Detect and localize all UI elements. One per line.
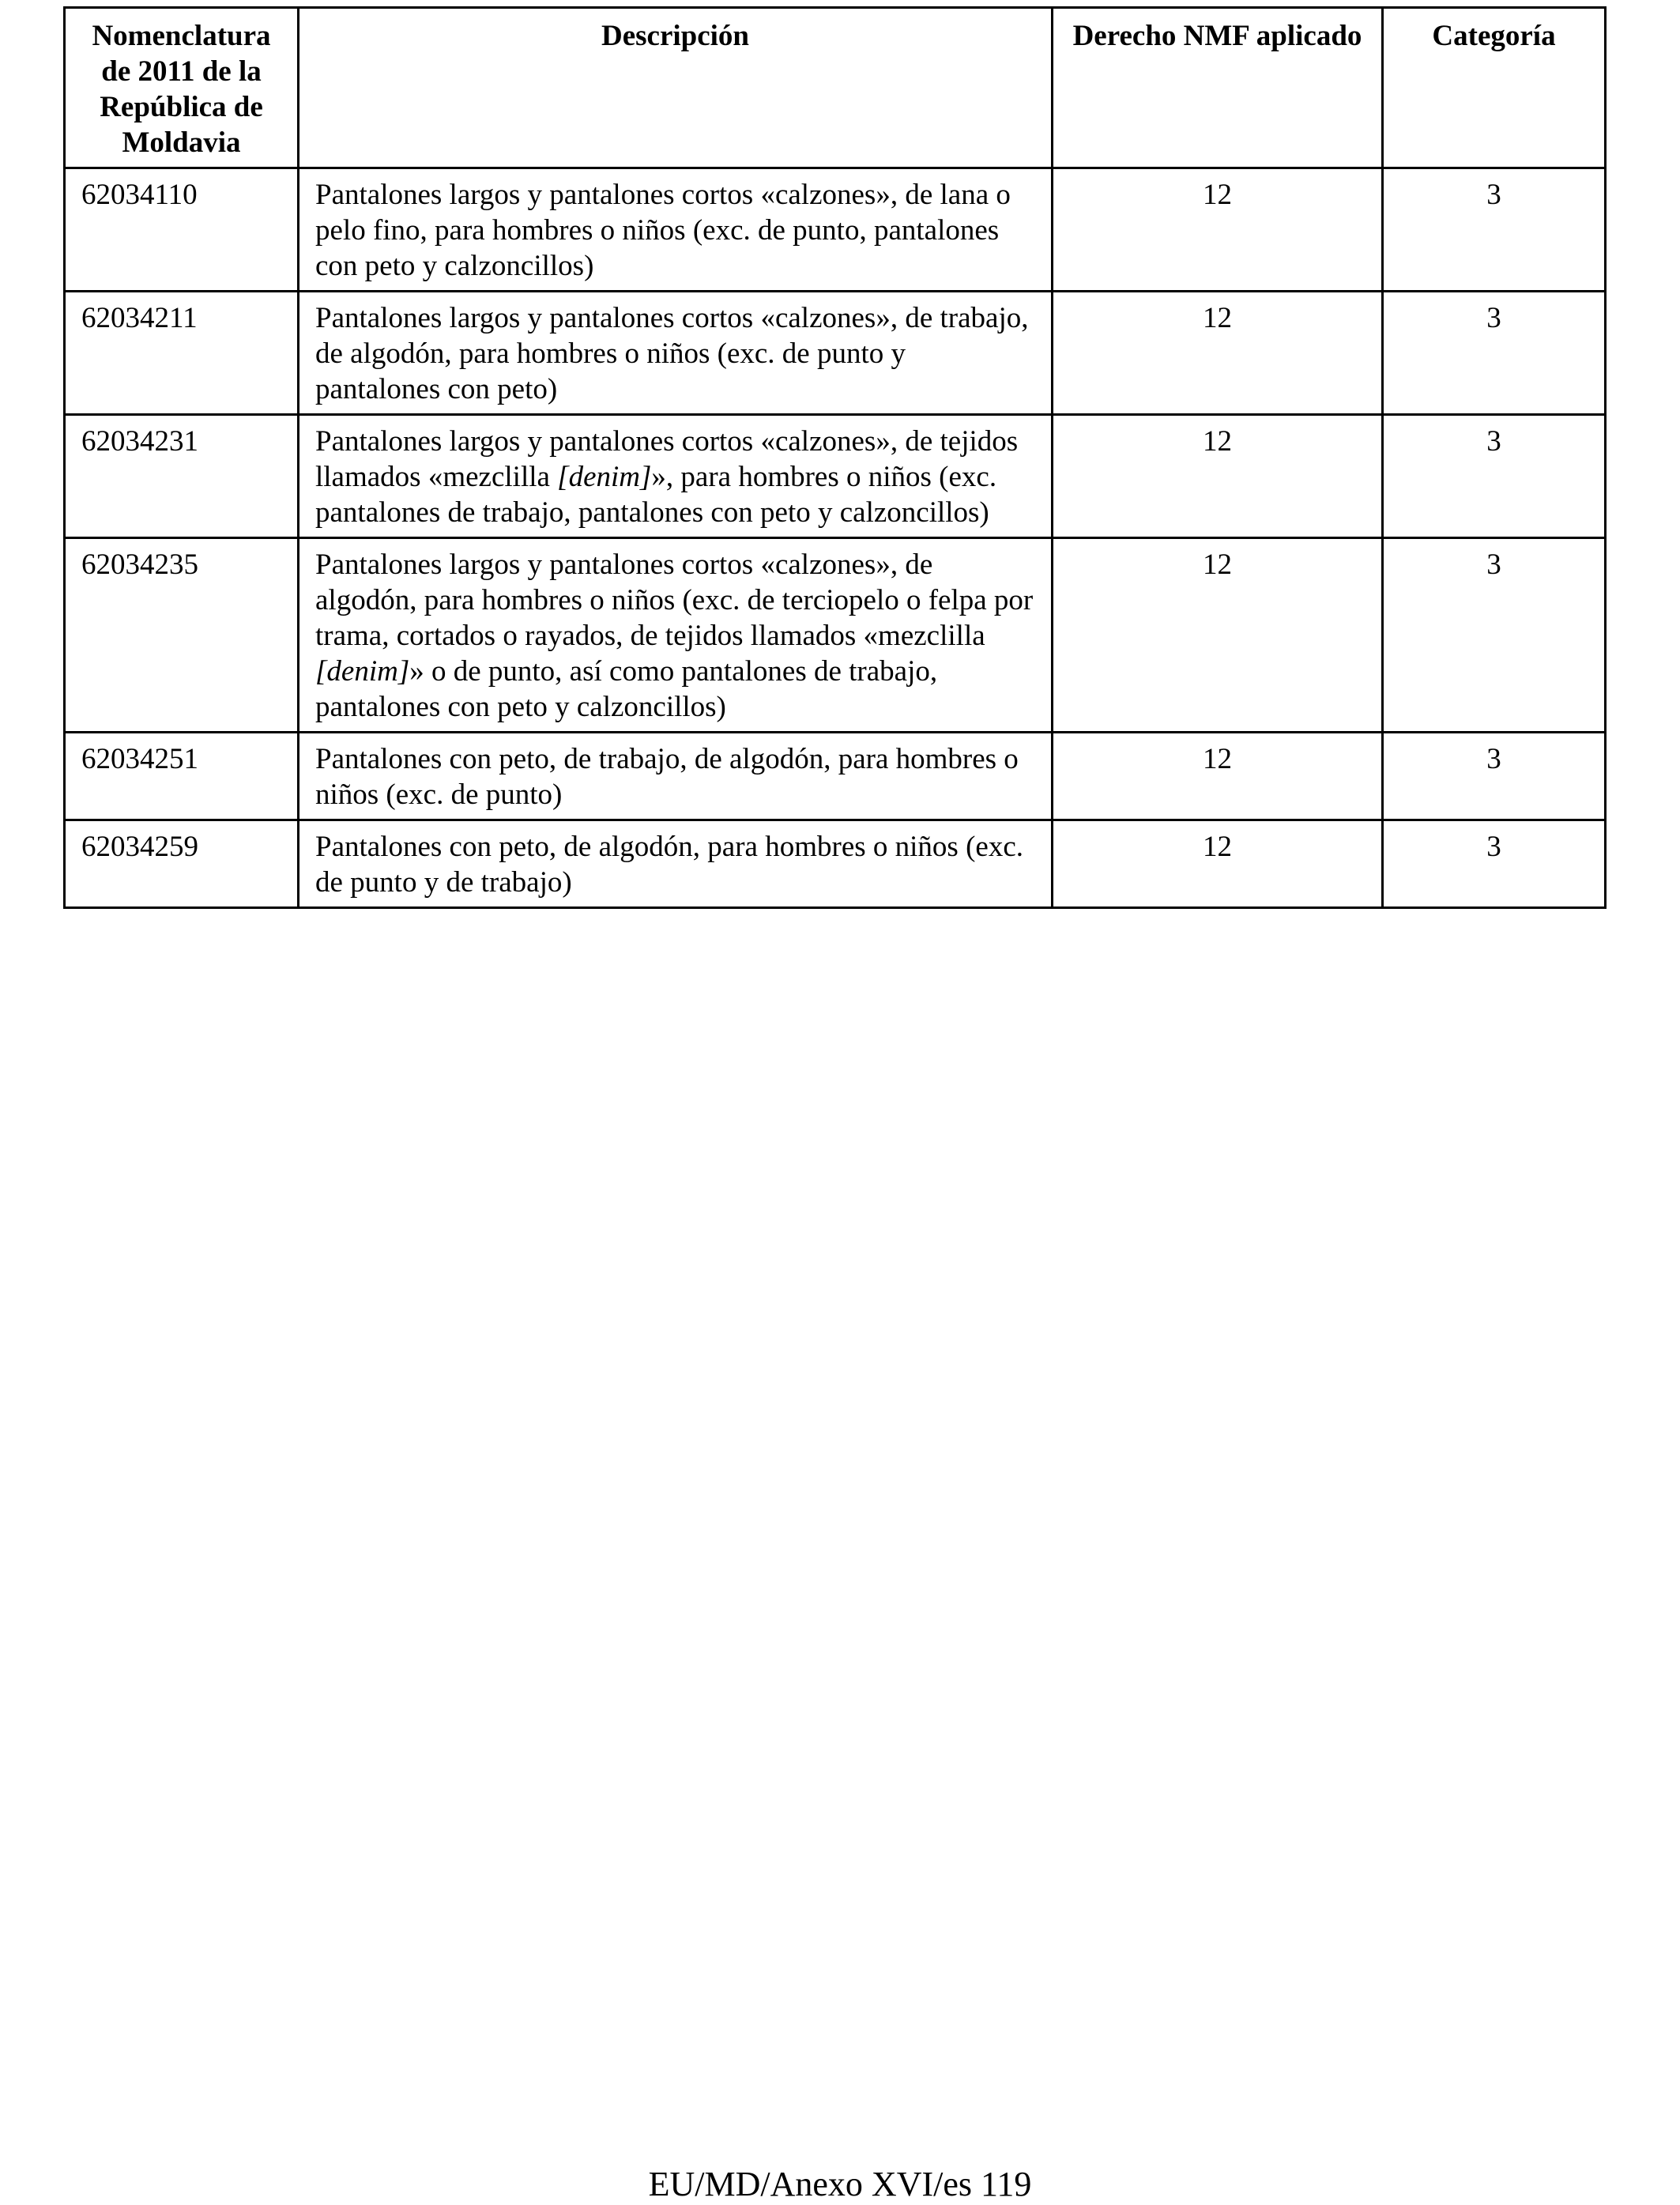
row-category: 3 bbox=[1383, 168, 1606, 292]
row-code: 62034235 bbox=[65, 538, 299, 733]
table-row bbox=[65, 538, 1606, 733]
row-description: Pantalones largos y pantalones cortos «calzones», de lana o pelo fino, para hombres o niños (exc. de punto, pantalones con peto y calzoncillos) bbox=[299, 168, 1053, 292]
table-body bbox=[65, 168, 1606, 908]
description-text: », para hombres o niños (exc. pantalones de trabajo, pantalones con peto y calzoncillos) bbox=[315, 461, 997, 529]
description-text: » o de punto, así como pantalones de trabajo, pantalones con peto y calzoncillos) bbox=[315, 655, 938, 723]
description-text: Pantalones largos y pantalones cortos «calzones», de algodón, para hombres o niños (exc. de terciopelo o felpa por trama, cortados o rayados, de tejidos llamados «mezclilla bbox=[315, 548, 1034, 652]
row-description: Pantalones largos y pantalones cortos «calzones», de trabajo, de algodón, para hombres o niños (exc. de punto y pantalones con peto) bbox=[299, 292, 1053, 415]
row-code: 62034251 bbox=[65, 733, 299, 820]
row-category: 3 bbox=[1383, 733, 1606, 820]
description-italic-term: [denim] bbox=[315, 655, 410, 688]
header-row bbox=[65, 8, 1606, 168]
row-category: 3 bbox=[1383, 292, 1606, 415]
row-description: Pantalones con peto, de algodón, para hombres o niños (exc. de punto y de trabajo) bbox=[299, 820, 1053, 908]
row-description bbox=[299, 415, 1053, 538]
tariff-table bbox=[63, 6, 1607, 909]
table-row bbox=[65, 415, 1606, 538]
row-category: 3 bbox=[1383, 538, 1606, 733]
row-description bbox=[299, 538, 1053, 733]
table-row bbox=[65, 168, 1606, 292]
table-row bbox=[65, 820, 1606, 908]
table-row bbox=[65, 292, 1606, 415]
page-footer-reference: EU/MD/Anexo XVI/es 119 bbox=[648, 2165, 1032, 2203]
description-text: Pantalones largos y pantalones cortos «calzones», de tejidos llamados «mezclilla bbox=[315, 425, 1019, 493]
description-italic-term: [denim] bbox=[557, 461, 652, 493]
header-category: Categoría bbox=[1383, 8, 1606, 168]
row-code: 62034110 bbox=[65, 168, 299, 292]
row-mfn-duty: 12 bbox=[1053, 415, 1383, 538]
row-code: 62034211 bbox=[65, 292, 299, 415]
row-category: 3 bbox=[1383, 415, 1606, 538]
row-code: 62034259 bbox=[65, 820, 299, 908]
row-mfn-duty: 12 bbox=[1053, 733, 1383, 820]
table-header bbox=[65, 8, 1606, 168]
row-mfn-duty: 12 bbox=[1053, 292, 1383, 415]
header-mfn-duty: Derecho NMF aplicado bbox=[1053, 8, 1383, 168]
row-mfn-duty: 12 bbox=[1053, 538, 1383, 733]
row-code: 62034231 bbox=[65, 415, 299, 538]
table-row bbox=[65, 733, 1606, 820]
header-nomenclature: Nomenclatura de 2011 de la República de Moldavia bbox=[65, 8, 299, 168]
row-mfn-duty: 12 bbox=[1053, 168, 1383, 292]
row-description: Pantalones con peto, de trabajo, de algodón, para hombres o niños (exc. de punto) bbox=[299, 733, 1053, 820]
header-description: Descripción bbox=[299, 8, 1053, 168]
row-mfn-duty: 12 bbox=[1053, 820, 1383, 908]
row-category: 3 bbox=[1383, 820, 1606, 908]
